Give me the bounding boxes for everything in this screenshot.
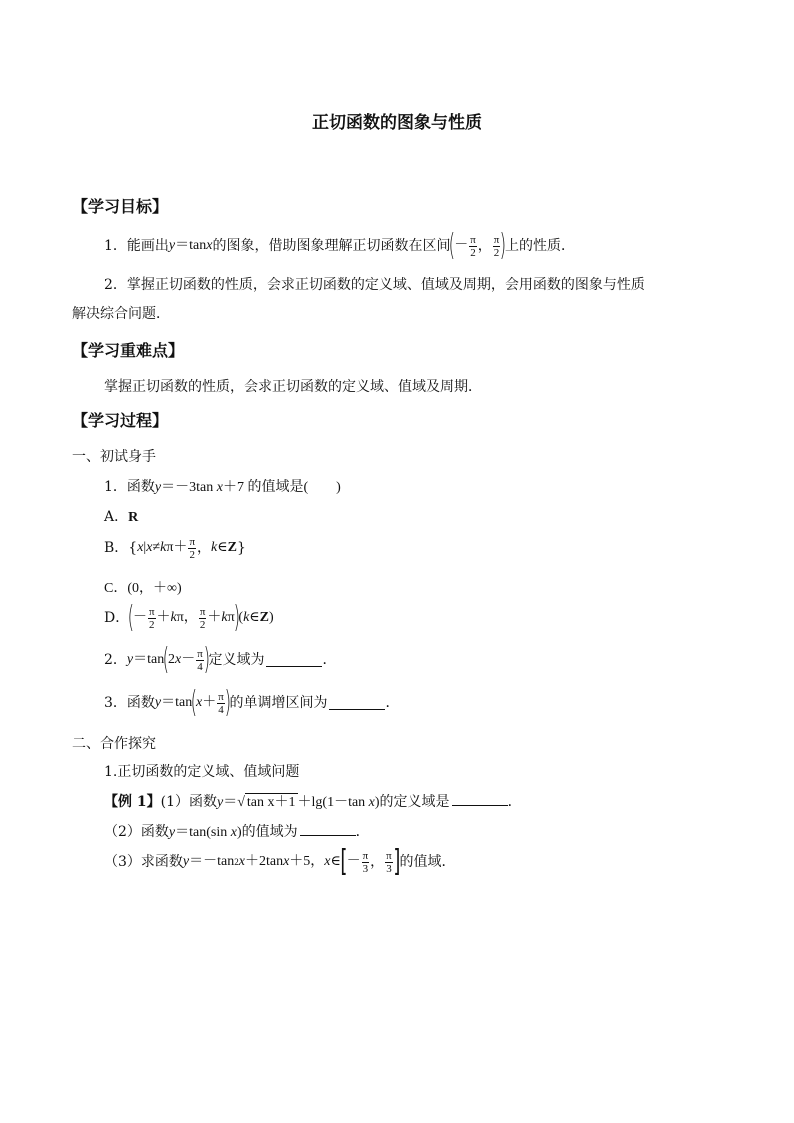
- q3-prefix: 3．函数: [104, 695, 155, 711]
- option-a: [104, 508, 138, 527]
- ex1-3-end: 的值域．: [399, 854, 456, 870]
- ex1-3-y: y: [182, 854, 190, 869]
- q2-label: 2．: [104, 652, 127, 668]
- ex1-3-x: x: [324, 854, 331, 869]
- ex1-2-rest: )的值域为: [236, 825, 298, 840]
- square-root: √ tan x＋1: [237, 795, 296, 810]
- ex1-3-x: x: [283, 854, 290, 869]
- q1-y: y: [154, 480, 162, 495]
- minus-sign: －: [454, 238, 469, 253]
- section-heading-difficulty: 【学习重难点】: [72, 341, 185, 360]
- q3-rest: 的单调增区间为: [229, 695, 328, 711]
- question-2: [104, 640, 336, 680]
- goal-1-middle: 的图象，借助图象理解正切函数在区间: [212, 238, 451, 254]
- section-heading-process: 【学习过程】: [72, 411, 169, 430]
- fraction-numerator: π: [148, 605, 155, 618]
- radicand: tan x＋1: [246, 795, 296, 810]
- q3-y: y: [154, 695, 162, 710]
- question-3: [104, 683, 399, 723]
- fraction-pi-over-2: [469, 234, 477, 259]
- period: ．: [355, 824, 370, 840]
- option-c: C．(0，＋∞): [104, 581, 182, 596]
- q1-eq: ＝－3tan: [161, 480, 217, 495]
- ex1-1-end: )的定义域是: [374, 795, 450, 810]
- option-b-pi: π＋: [166, 540, 188, 555]
- q2-coefficient: 2: [167, 652, 175, 667]
- ex1-1-y: y: [217, 795, 224, 810]
- fraction-denominator: 3: [386, 862, 392, 875]
- ex1-2-prefix: （2）函数: [104, 824, 169, 840]
- option-d-label: D．: [104, 610, 130, 626]
- ex1-3-in: ∈: [330, 854, 341, 869]
- period: ．: [322, 652, 337, 668]
- open-paren: (: [162, 642, 170, 677]
- option-b-neq: ≠: [152, 540, 161, 555]
- fraction-numerator: π: [493, 233, 500, 246]
- period: ．: [507, 794, 522, 810]
- ex1-2-eq: ＝tan(sin: [175, 825, 231, 840]
- minus-sign: －: [181, 652, 196, 667]
- fraction-denominator: 2: [189, 548, 195, 561]
- fraction-denominator: 4: [197, 660, 203, 673]
- comma: ，: [197, 540, 211, 556]
- option-b-x: x: [146, 540, 153, 555]
- option-b-in: ∈: [217, 540, 228, 555]
- fraction-numerator: π: [199, 605, 206, 618]
- q2-y: y: [126, 652, 134, 667]
- option-b-z: Z: [227, 540, 237, 555]
- part-1-heading: 一、初试身手: [72, 449, 156, 465]
- q1-rest: ＋7 的值域是( ): [222, 480, 341, 495]
- ex1-3-x: x: [238, 854, 245, 869]
- q1-x: x: [216, 480, 223, 495]
- goal-2-line-2: 解决综合问题．: [72, 306, 170, 322]
- option-d-open: (: [238, 610, 244, 625]
- example-1-label: 【例 1】: [104, 794, 161, 810]
- option-a-value: R: [128, 510, 139, 525]
- fraction-numerator: π: [218, 690, 224, 703]
- option-d: [104, 598, 274, 638]
- answer-blank[interactable]: [452, 793, 508, 806]
- open-paren: (: [190, 685, 198, 720]
- q3-x: x: [195, 695, 203, 710]
- ex1-3-plus5: ＋5，: [289, 854, 325, 869]
- fraction-pi-over-4: [217, 691, 225, 716]
- page-title: 正切函数的图象与性质: [312, 113, 482, 133]
- subsection-1: 1.正切函数的定义域、值域问题: [104, 764, 300, 780]
- answer-blank[interactable]: [329, 697, 385, 710]
- goal-1-y: y: [168, 238, 176, 253]
- ex1-2-y: y: [168, 825, 176, 840]
- option-b-x: x: [137, 540, 144, 555]
- fraction-denominator: 2: [470, 246, 476, 259]
- option-d-pi: π: [227, 610, 235, 625]
- ex1-1-rest: ＋lg(1－tan: [297, 795, 369, 810]
- option-a-label: A．: [104, 509, 129, 525]
- q2-eq: ＝tan: [133, 652, 165, 667]
- fraction-denominator: 4: [218, 703, 224, 716]
- fraction-denominator: 2: [148, 618, 155, 631]
- fraction-numerator: π: [197, 647, 203, 660]
- minus-sign: －: [132, 610, 147, 625]
- q1-prefix: 1．函数: [104, 479, 155, 495]
- fraction-numerator: π: [386, 849, 392, 862]
- minus-sign: －: [346, 854, 361, 869]
- fraction-numerator: π: [362, 849, 369, 862]
- plus-sign: ＋: [156, 610, 171, 625]
- fraction-numerator: π: [470, 233, 476, 246]
- comma: ，: [370, 854, 385, 870]
- close-paren: ): [224, 685, 231, 720]
- goal-1: [104, 226, 575, 266]
- example-1-part-2: [104, 823, 370, 842]
- answer-blank[interactable]: [266, 654, 322, 667]
- option-b: [104, 530, 246, 566]
- ex1-1-prefix: (1）函数: [160, 794, 217, 810]
- goal-1-eq: ＝tan: [175, 238, 207, 253]
- option-b-k: k: [211, 540, 218, 555]
- option-d-k: k: [170, 610, 177, 625]
- goal-1-x: x: [206, 238, 213, 253]
- difficulty-text: 掌握正切函数的性质，会求正切函数的定义域、值域及周期．: [104, 379, 482, 395]
- open-paren: (: [449, 228, 456, 263]
- open-paren: (: [127, 600, 135, 635]
- close-paren: ): [499, 228, 507, 263]
- ex1-1-eq: ＝: [223, 795, 238, 810]
- close-paren: ): [203, 642, 210, 677]
- fraction-pi-over-2: [148, 606, 156, 631]
- close-paren: ): [233, 600, 240, 635]
- plus-sign: ＋: [202, 695, 217, 710]
- ex1-1-x: x: [368, 795, 375, 810]
- q2-x: x: [174, 652, 182, 667]
- fraction-pi-over-3: [385, 850, 393, 875]
- open-bracket: [: [340, 844, 348, 879]
- goal-2-line-1: 2．掌握正切函数的性质，会求正切函数的定义域、值域及周期，会用函数的图象与性质: [104, 277, 645, 293]
- fraction-pi-over-4: [196, 648, 204, 673]
- q2-rest: 定义域为: [208, 652, 265, 668]
- plus-sign: ＋: [207, 610, 222, 625]
- exponent: 2: [234, 857, 239, 867]
- ex1-3-eq: ＝－tan: [189, 854, 235, 869]
- ex1-3-mid: ＋2tan: [244, 854, 284, 869]
- fraction-denominator: 3: [362, 862, 369, 875]
- goal-1-prefix: 1．能画出: [104, 238, 169, 254]
- close-bracket: ]: [393, 844, 401, 879]
- example-1-part-3: [104, 842, 455, 882]
- option-d-in: ∈: [249, 610, 260, 625]
- q3-eq: ＝tan: [161, 695, 193, 710]
- option-d-close: ): [269, 610, 274, 625]
- period: ．: [385, 695, 400, 711]
- option-b-label: B．{: [104, 540, 138, 556]
- option-b-bar: |: [143, 540, 147, 555]
- option-d-z: Z: [259, 610, 269, 625]
- fraction-pi-over-3: [362, 850, 370, 875]
- fraction-numerator: π: [189, 535, 195, 548]
- option-d-k: k: [221, 610, 228, 625]
- fraction-denominator: 2: [199, 618, 206, 631]
- answer-blank[interactable]: [300, 823, 356, 836]
- fraction-pi-over-2: [188, 536, 196, 561]
- section-heading-goals: 【学习目标】: [72, 197, 169, 216]
- ex1-3-prefix: （3）求函数: [104, 854, 183, 870]
- comma: ，: [477, 238, 492, 254]
- option-b-close: }: [236, 540, 246, 556]
- option-d-pi: π，: [176, 610, 198, 625]
- example-1-part-1: [104, 793, 522, 812]
- question-1: [104, 478, 341, 497]
- ex1-2-x: x: [230, 825, 237, 840]
- fraction-pi-over-2: [199, 606, 207, 631]
- part-2-heading: 二、合作探究: [72, 736, 156, 752]
- option-b-k: k: [160, 540, 167, 555]
- goal-1-suffix: 上的性质．: [505, 238, 576, 254]
- fraction-denominator: 2: [493, 246, 500, 259]
- option-d-k: k: [243, 610, 250, 625]
